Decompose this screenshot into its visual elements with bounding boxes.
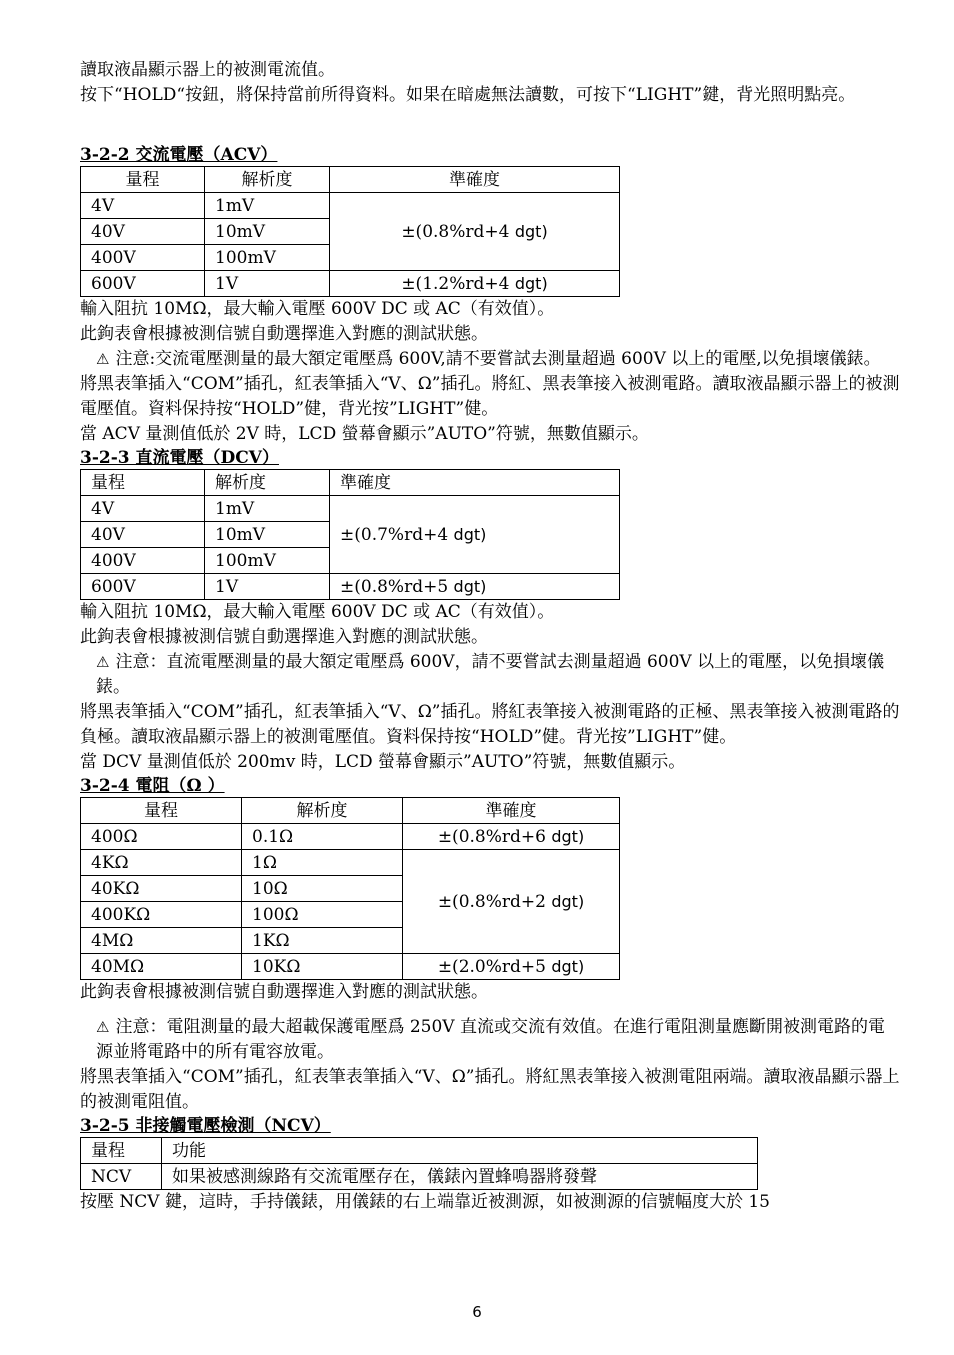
dcv-auto-select: 此鉤表會根據被測信號自動選擇進入對應的測試狀態。 <box>80 627 488 647</box>
cell-resolution: 1mV <box>205 496 330 522</box>
section-heading-acv: 3-2-2 交流電壓（ACV） <box>80 145 278 165</box>
section-heading-resistance: 3-2-4 電阻（Ω ） <box>80 776 225 796</box>
intro-line-2: 按下“HOLD“按鈕，將保持當前所得資料。如果在暗處無法讀數，可按下“LIGHT”鍵，背光照明點亮。 <box>80 85 856 105</box>
cell-range: 4KΩ <box>81 850 242 876</box>
cell-resolution: 0.1Ω <box>242 824 403 850</box>
acv-impedance: 輸入阻抗 10MΩ，最大輸入電壓 600V DC 或 AC（有效值）。 <box>80 299 555 319</box>
cell-resolution: 100mV <box>205 245 330 271</box>
res-warning: ⚠ 注意：電阻測量的最大超載保護電壓爲 250V 直流或交流有效值。在進行電阻測量應斷開被測電路的電源並將電路中的所有電容放電。 <box>96 1017 885 1062</box>
cell-range: 400V <box>81 548 205 574</box>
acv-auto-note: 當 ACV 量測值低於 2V 時，LCD 螢幕會顯示”AUTO”符號，無數值顯示。 <box>80 424 649 444</box>
header-range: 量程 <box>81 798 242 824</box>
cell-range: 40V <box>81 522 205 548</box>
section-heading-dcv: 3-2-3 直流電壓（DCV） <box>80 448 279 468</box>
cell-range: 40V <box>81 219 205 245</box>
dcv-instructions: 將黑表筆插入“COM”插孔，紅表筆插入“V、Ω”插孔。將紅表筆接入被測電路的正極、黑表筆接入被測電路的負極。讀取液晶顯示器上的被測電壓值。資料保持按“HOLD”健。背光按”LIGHT”健。 <box>80 702 900 747</box>
cell-resolution: 1KΩ <box>242 928 403 954</box>
cell-range: 600V <box>81 271 205 297</box>
page-number: 6 <box>472 1303 482 1321</box>
cell-range: 400V <box>81 245 205 271</box>
cell-range: 4V <box>81 496 205 522</box>
header-accuracy: 準確度 <box>403 798 620 824</box>
cell-accuracy: ±(0.8%rd+6 dgt) <box>403 824 620 850</box>
dcv-table <box>80 469 620 600</box>
table-header-row <box>81 167 620 193</box>
cell-range: 400Ω <box>81 824 242 850</box>
cell-accuracy: ±(0.8%rd+4 dgt) <box>330 193 620 271</box>
header-accuracy: 準確度 <box>330 167 620 193</box>
cell-resolution: 1V <box>205 271 330 297</box>
cell-function: 如果被感測線路有交流電壓存在，儀錶內置蜂鳴器將發聲 <box>162 1164 758 1190</box>
cell-resolution: 1Ω <box>242 850 403 876</box>
table-row <box>81 850 620 876</box>
cell-range: NCV <box>81 1164 162 1190</box>
table-header-row <box>81 470 620 496</box>
cell-resolution: 100Ω <box>242 902 403 928</box>
acv-table <box>80 166 620 297</box>
table-row <box>81 574 620 600</box>
document-page <box>80 58 900 1215</box>
cell-resolution: 1V <box>205 574 330 600</box>
section-heading-ncv: 3-2-5 非接觸電壓檢測（NCV） <box>80 1116 331 1136</box>
warning-triangle-icon: ⚠ <box>96 350 110 368</box>
acv-warning: ⚠ 注意:交流電壓測量的最大額定電壓爲 600V,請不要嘗試去測量超過 600V 以上的電壓,以免損壞儀錶。 <box>80 347 900 372</box>
table-header-row <box>81 798 620 824</box>
cell-range: 40MΩ <box>81 954 242 980</box>
cell-resolution: 1mV <box>205 193 330 219</box>
header-range: 量程 <box>81 470 205 496</box>
cell-range: 400KΩ <box>81 902 242 928</box>
header-range: 量程 <box>81 167 205 193</box>
cell-range: 600V <box>81 574 205 600</box>
cell-range: 40KΩ <box>81 876 242 902</box>
acv-auto-select: 此鉤表會根據被測信號自動選擇進入對應的測試狀態。 <box>80 324 488 344</box>
intro-line-1: 讀取液晶顯示器上的被測電流值。 <box>80 60 335 80</box>
cell-resolution: 10mV <box>205 522 330 548</box>
header-range: 量程 <box>81 1138 162 1164</box>
cell-resolution: 10KΩ <box>242 954 403 980</box>
table-row <box>81 1164 758 1190</box>
ncv-instructions: 按壓 NCV 鍵，這時，手持儀錶，用儀錶的右上端靠近被測源，如被測源的信號幅度大於 15 <box>80 1192 771 1212</box>
cell-accuracy: ±(0.8%rd+5 dgt) <box>330 574 620 600</box>
dcv-auto-note: 當 DCV 量測值低於 200mv 時，LCD 螢幕會顯示”AUTO”符號，無數值顯示。 <box>80 752 686 772</box>
acv-instructions: 將黑表筆插入“COM”插孔，紅表筆插入“V、Ω”插孔。將紅、黑表筆接入被測電路。讀取液晶顯示器上的被測電壓值。資料保持按“HOLD”健，背光按”LIGHT”健。 <box>80 374 900 419</box>
header-resolution: 解析度 <box>242 798 403 824</box>
cell-accuracy: ±(1.2%rd+4 dgt) <box>330 271 620 297</box>
dcv-warning: ⚠ 注意：直流電壓測量的最大額定電壓爲 600V，請不要嘗試去測量超過 600V 以上的電壓，以免損壞儀錶。 <box>96 652 885 697</box>
dcv-impedance: 輸入阻抗 10MΩ，最大輸入電壓 600V DC 或 AC（有效值）。 <box>80 602 555 622</box>
table-header-row <box>81 1138 758 1164</box>
cell-accuracy: ±(2.0%rd+5 dgt) <box>403 954 620 980</box>
header-resolution: 解析度 <box>205 167 330 193</box>
res-instructions: 將黑表筆插入“COM”插孔，紅表筆表筆插入“V、Ω”插孔。將紅黑表筆接入被測電阻兩端。讀取液晶顯示器上的被測電阻值。 <box>80 1067 900 1112</box>
cell-resolution: 100mV <box>205 548 330 574</box>
table-row <box>81 824 620 850</box>
cell-range: 4V <box>81 193 205 219</box>
header-function: 功能 <box>162 1138 758 1164</box>
table-row <box>81 271 620 297</box>
cell-range: 4MΩ <box>81 928 242 954</box>
ncv-table <box>80 1137 758 1190</box>
header-accuracy: 準確度 <box>330 470 620 496</box>
cell-resolution: 10mV <box>205 219 330 245</box>
table-row <box>81 496 620 522</box>
cell-resolution: 10Ω <box>242 876 403 902</box>
cell-accuracy: ±(0.7%rd+4 dgt) <box>330 496 620 574</box>
res-auto-select: 此鉤表會根據被測信號自動選擇進入對應的測試狀態。 <box>80 982 488 1002</box>
table-row <box>81 193 620 219</box>
header-resolution: 解析度 <box>205 470 330 496</box>
cell-accuracy: ±(0.8%rd+2 dgt) <box>403 850 620 954</box>
table-row <box>81 954 620 980</box>
warning-triangle-icon: ⚠ <box>96 1018 110 1036</box>
warning-triangle-icon: ⚠ <box>96 653 110 671</box>
resistance-table <box>80 797 620 980</box>
